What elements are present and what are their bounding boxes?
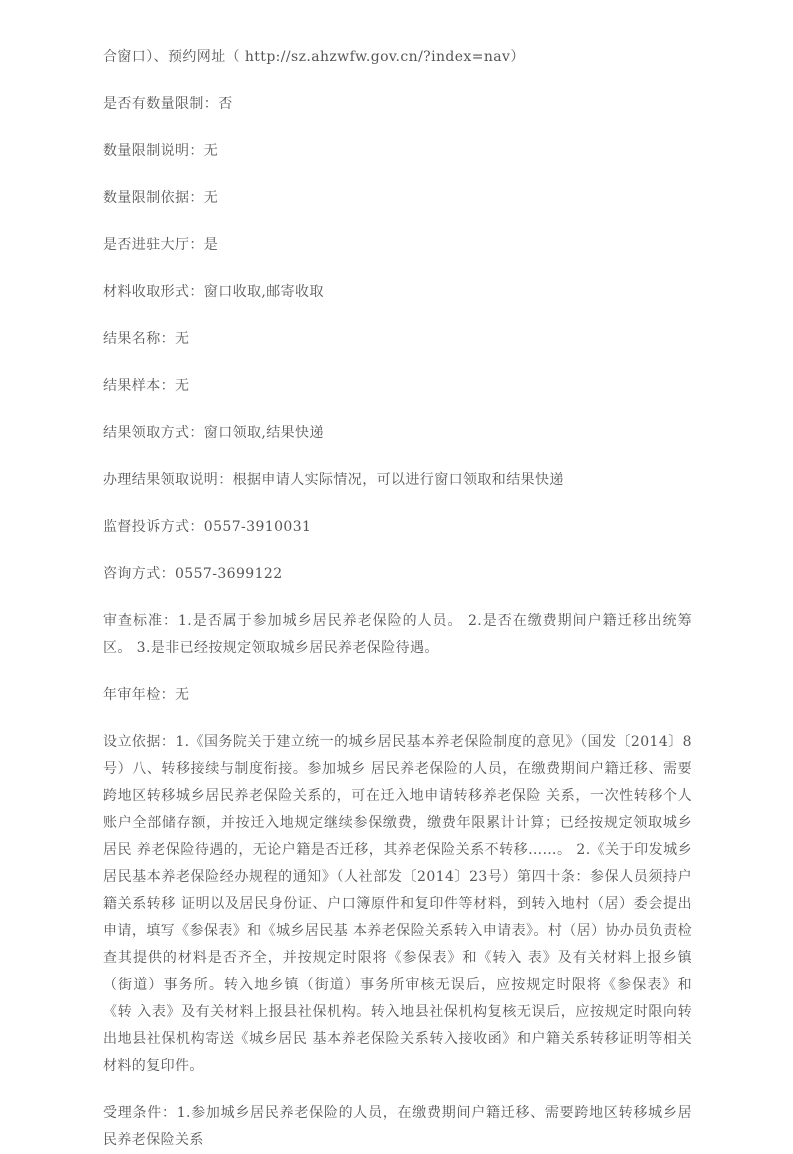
- para-acceptance-conditions: 受理条件：1.参加城乡居民养老保险的人员，在缴费期间户籍迁移、需要跨地区转移城乡居民养老保险关系: [103, 1105, 692, 1148]
- para-result-name: 结果名称：无: [103, 331, 190, 347]
- para-review-criteria: 审查标准：1.是否属于参加城乡居民养老保险的人员。 2.是否在缴费期间户籍迁移出统筹区。 3.是非已经按规定领取城乡居民养老保险待遇。: [103, 613, 692, 656]
- para-material-collection-method: 材料收取形式：窗口收取,邮寄收取: [103, 284, 324, 300]
- para-result-collection-method: 结果领取方式：窗口领取,结果快递: [103, 425, 324, 441]
- para-annual-review: 年审年检：无: [103, 687, 190, 703]
- para-window-reservation-url: 合窗口）、预约网址（ http://sz.ahzwfw.gov.cn/?index=nav）: [103, 49, 525, 65]
- para-quantity-limit-description: 数量限制说明：无: [103, 143, 219, 159]
- para-quantity-limit-basis: 数量限制依据：无: [103, 190, 219, 206]
- para-supervision-complaint-phone: 监督投诉方式：0557-3910031: [103, 519, 312, 535]
- para-result-collection-note: 办理结果领取说明：根据申请人实际情况，可以进行窗口领取和结果快递: [103, 472, 564, 488]
- para-result-sample: 结果样本：无: [103, 378, 190, 394]
- para-establishment-basis: 设立依据：1.《国务院关于建立统一的城乡居民基本养老保险制度的意见》（国发〔2014〕8号）八、转移接续与制度衔接。参加城乡 居民养老保险的人员，在缴费期间户籍迁移、需要跨地区转移城乡居民养老保险关系的，可在迁入地申请转移养老保险 关系，一次性转移个人账户全部储存额，并按迁入地规定继续参保缴费，缴费年限累计计算；已经按规定领取城乡居民 养老保险待遇的，无论户籍是否迁移，其养老保险关系不转移……。 2.《关于印发城乡居民基本养老保险经办规程的通知》（人社部发〔2014〕23号）第四十条：参保人员须持户籍关系转移 证明以及居民身份证、户口簿原件和复印件等材料，到转入地村（居）委会提出申请，填写《参保表》和《城乡居民基 本养老保险关系转入申请表》。村（居）协办员负责检查其提供的材料是否齐全，并按规定时限将《参保表》和《转入 表》及有关材料上报乡镇（街道）事务所。转入地乡镇（街道）事务所审核无误后，应按规定时限将《参保表》和《转 入表》及有关材料上报县社保机构。转入地县社保机构复核无误后，应按规定时限向转出地县社保机构寄送《城乡居民 基本养老保险关系转入接收函》和户籍关系转移证明等相关材料的复印件。: [103, 734, 692, 1074]
- para-quantity-limit: 是否有数量限制：否: [103, 96, 233, 112]
- para-consultation-phone: 咨询方式：0557-3699122: [103, 566, 283, 582]
- para-hall-presence: 是否进驻大厅：是: [103, 237, 219, 253]
